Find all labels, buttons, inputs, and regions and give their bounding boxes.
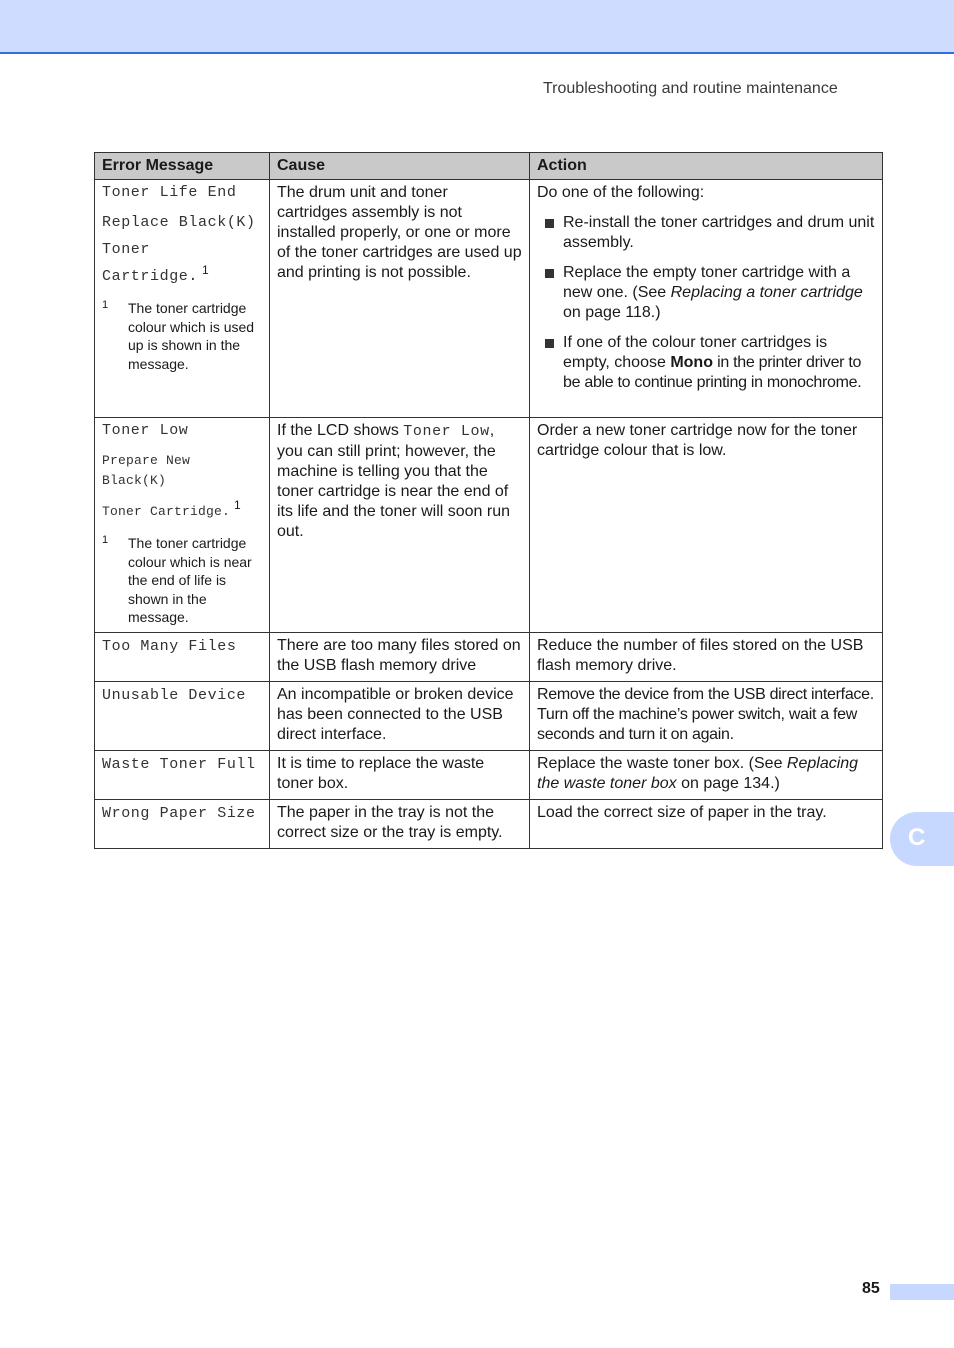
square-bullet-icon (545, 339, 554, 348)
table-row (95, 180, 883, 418)
cause-text-post: , you can still print; however, the machine is telling you that the toner cartridge is near the end of its life and the toner will soon run out. (277, 422, 511, 540)
footnote (102, 299, 262, 373)
column-header-cause: Cause (270, 153, 530, 180)
action-bullet (537, 333, 875, 393)
table-row (95, 799, 883, 848)
lcd-message-line: Toner Low (102, 422, 189, 439)
action-bullet-text: Re-install the toner cartridges and drum unit assembly. (563, 214, 875, 251)
error-message-cell (95, 750, 270, 799)
lcd-inline-code: Toner Low (403, 423, 490, 440)
action-intro: Do one of the following: (537, 184, 705, 201)
footnote-mark: 1 (102, 299, 109, 311)
table-header-row (95, 153, 883, 180)
square-bullet-icon (545, 269, 554, 278)
error-message-cell (95, 799, 270, 848)
action-bullet (537, 263, 875, 323)
lcd-message-line: Waste Toner Full (102, 755, 256, 773)
action-bullet-list (537, 213, 875, 393)
cross-reference-title: Replacing a toner cartridge (670, 284, 863, 301)
lcd-message-line: Toner Cartridge. (102, 241, 199, 285)
action-cell: Reduce the number of files stored on the USB flash memory drive. (530, 632, 883, 681)
lcd-message-line: Too Many Files (102, 637, 237, 655)
action-cell: Order a new toner cartridge now for the toner cartridge colour that is low. (530, 418, 883, 633)
table-row (95, 418, 883, 633)
mono-setting-name: Mono (670, 354, 713, 371)
footnote-reference: 1 (234, 498, 241, 512)
footnote-text: The toner cartridge colour which is used up is shown in the message. (128, 300, 255, 372)
cause-cell (270, 418, 530, 633)
error-message-table (94, 152, 883, 849)
cause-cell: An incompatible or broken device has been connected to the USB direct interface. (270, 681, 530, 750)
column-header-action: Action (530, 153, 883, 180)
footnote-reference: 1 (202, 263, 209, 277)
cause-cell: The drum unit and toner cartridges assembly is not installed properly, or one or more of the toner cartridges are used up and printing is not possible. (270, 180, 530, 418)
square-bullet-icon (545, 219, 554, 228)
cause-text-pre: If the LCD shows (277, 422, 404, 439)
action-cell: Remove the device from the USB direct interface. Turn off the machine’s power switch, wait a few seconds and turn it on again. (530, 681, 883, 750)
lcd-message-line: Toner Cartridge. (102, 504, 231, 519)
column-header-error-message: Error Message (95, 153, 270, 180)
lcd-message-line: Prepare New Black(K) (102, 453, 191, 488)
running-head: Troubleshooting and routine maintenance (543, 80, 838, 97)
action-cell (530, 750, 883, 799)
cause-cell: The paper in the tray is not the correct size or the tray is empty. (270, 799, 530, 848)
lcd-message-line-wrap (102, 239, 262, 287)
action-bullet (537, 213, 875, 253)
action-cell: Load the correct size of paper in the tray. (530, 799, 883, 848)
action-bullet-text-post: in the printer driver to be able to continue printing in monochrome. (563, 354, 862, 391)
action-text-pre: Replace the waste toner box. (See (537, 754, 787, 772)
table-row (95, 750, 883, 799)
cause-cell: It is time to replace the waste toner box. (270, 750, 530, 799)
top-band (0, 0, 954, 54)
action-bullet-text-pre: If one of the colour toner cartridges is empty, choose (563, 334, 828, 371)
chapter-tab (890, 812, 954, 866)
lcd-message-line: Toner Life End (102, 184, 237, 201)
table-row (95, 632, 883, 681)
chapter-tab-letter: C (908, 824, 926, 851)
action-text-post: on page 134.) (676, 774, 780, 792)
lcd-message-line-wrap (102, 495, 262, 522)
error-message-cell (95, 180, 270, 418)
action-bullet-text-pre: Replace the empty toner cartridge with a new one. (See (563, 264, 851, 301)
cross-reference-title: Replacing the waste toner box (537, 754, 859, 792)
error-message-cell (95, 681, 270, 750)
lcd-message-line: Wrong Paper Size (102, 804, 256, 822)
page-number: 85 (862, 1280, 880, 1297)
page-number-bar (890, 1284, 954, 1300)
action-bullet-text-post: on page 118.) (563, 304, 661, 321)
lcd-message-line: Replace Black(K) (102, 214, 256, 231)
footnote-mark: 1 (102, 534, 109, 546)
lcd-message-line: Unusable Device (102, 686, 247, 704)
error-message-cell (95, 418, 270, 633)
error-message-cell (95, 632, 270, 681)
footnote-text: The toner cartridge colour which is near the end of life is shown in the message. (128, 535, 252, 625)
table-row (95, 681, 883, 750)
cause-cell: There are too many files stored on the USB flash memory drive (270, 632, 530, 681)
footnote (102, 534, 262, 627)
action-cell (530, 180, 883, 418)
